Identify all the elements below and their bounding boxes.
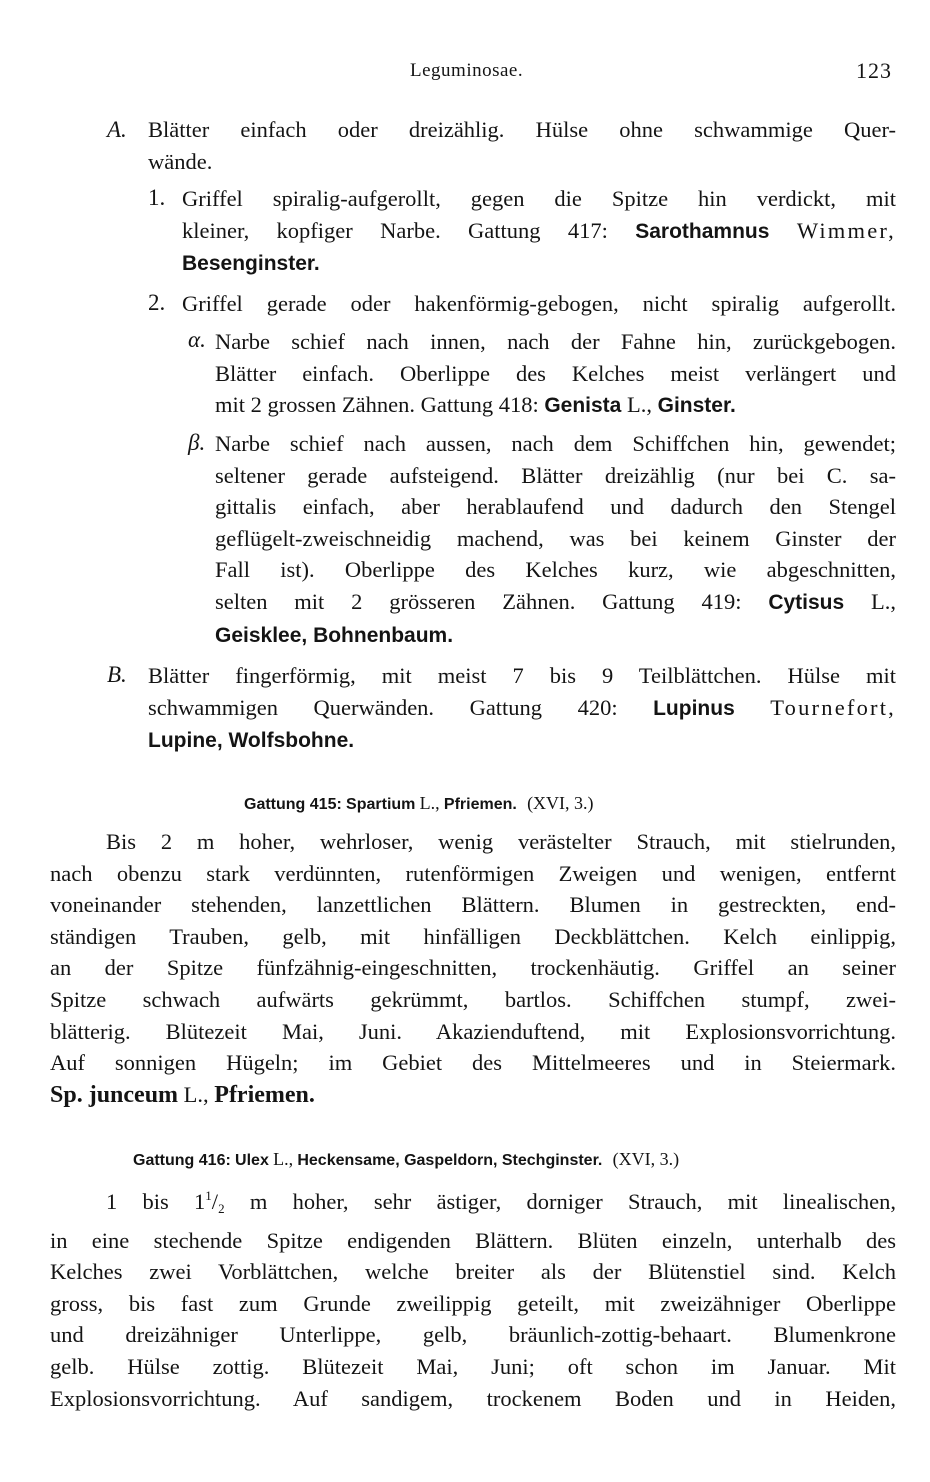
key-marker-b: B. — [107, 662, 127, 687]
heading-author: L., — [419, 793, 440, 813]
key-alpha-text: mit 2 grossen Zähnen. Gattung 418: — [215, 392, 539, 418]
key-alpha-line: Narbe schief nach innen, nach der Fahne hin, zurückgebogen. — [215, 329, 896, 354]
key-marker-1: 1. — [148, 185, 166, 210]
genus-name-lupinus: Lupinus — [653, 696, 735, 720]
key-beta-line: seltener gerade aufsteigend. Blätter dreizählig (nur bei C. sa- — [215, 462, 896, 488]
key-marker-beta: β. — [188, 430, 206, 455]
author-name: L., — [871, 588, 896, 614]
description-line: und dreizähniger Unterlippe, gelb, bräunlich-zottig-behaart. Blumenkrone — [50, 1322, 896, 1348]
description-text: m hoher, sehr ästiger, dorniger Strauch, mit linealischen, — [249, 1189, 896, 1214]
size-text: 1 bis 1 — [106, 1189, 206, 1214]
heading-label: Gattung 416: — [133, 1152, 231, 1169]
key-1-line — [182, 247, 896, 280]
key-1-text: kleiner, kopfiger Narbe. Gattung 417: — [182, 217, 608, 243]
description-line: Explosionsvorrichtung. Auf sandigem, trockenem Boden und in Heiden, — [50, 1385, 896, 1411]
genus-416-heading — [133, 1149, 679, 1170]
key-2-line: Griffel gerade oder hakenförmig-gebogen, nicht spiralig aufgerollt. — [182, 291, 896, 316]
key-entry-a — [148, 114, 896, 177]
author-name: Wimmer, — [796, 217, 897, 243]
author-name: L., — [626, 392, 652, 418]
description-line — [50, 1180, 896, 1225]
key-marker-a: A. — [107, 117, 127, 142]
key-entry-beta — [215, 428, 896, 651]
key-b-line — [148, 692, 896, 725]
description-line: voneinander stehenden, lanzettlichen Blättern. Blumen in gestreckten, end- — [50, 892, 896, 918]
common-name-geisklee: Geisklee, Bohnenbaum. — [215, 623, 454, 647]
species-author: L., — [183, 1081, 209, 1107]
fraction-numerator: 1 — [205, 1188, 212, 1203]
description-line: in eine stechende Spitze endigenden Blättern. Blüten einzeln, unterhalb des — [50, 1227, 896, 1253]
fraction-slash: / — [211, 1189, 219, 1214]
description-line: blätterig. Blütezeit Mai, Juni. Akazienduftend, mit Explosionsvorrichtung. — [50, 1018, 896, 1044]
key-b-line: Blätter fingerförmig, mit meist 7 bis 9 Teilblättchen. Hülse mit — [148, 663, 896, 688]
key-alpha-line — [215, 389, 896, 422]
key-b-line — [148, 724, 896, 757]
key-alpha-line: Blätter einfach. Oberlippe des Kelches meist verlängert und — [215, 360, 896, 386]
fraction-denominator: 2 — [218, 1201, 225, 1216]
key-1-line — [182, 215, 896, 248]
heading-common: Heckensame, Gaspeldorn, Stechginster. — [297, 1152, 603, 1169]
key-b-text: schwammigen Querwänden. Gattung 420: — [148, 694, 618, 720]
page-number: 123 — [856, 58, 892, 83]
heading-author: L., — [273, 1149, 294, 1169]
description-line: nach obenzu stark verdünnten, rutenförmigen Zweigen und wenigen, entfernt — [50, 860, 896, 886]
description-line: gross, bis fast zum Grunde zweilippig geteilt, mit zweizähniger Oberlippe — [50, 1290, 896, 1316]
key-entry-b — [148, 660, 896, 757]
key-beta-line: Fall ist). Oberlippe des Kelches kurz, wie abgeschnitten, — [215, 557, 896, 583]
species-line — [50, 1079, 896, 1112]
heading-genus: Ulex — [235, 1152, 269, 1169]
key-1-line: Griffel spiralig-aufgerollt, gegen die Spitze hin verdickt, mit — [182, 186, 896, 211]
key-marker-2: 2. — [148, 290, 166, 315]
key-entry-alpha — [215, 326, 896, 422]
genus-name-genista: Genista — [544, 394, 622, 418]
heading-ref: (XVI, 3.) — [612, 1149, 680, 1169]
genus-415-heading — [244, 793, 594, 814]
description-line: Auf sonnigen Hügeln; im Gebiet des Mittelmeeres und in Steiermark. — [50, 1050, 896, 1076]
key-beta-line: Narbe schief nach aussen, nach dem Schiffchen hin, gewendet; — [215, 431, 896, 456]
key-a-line: wände. — [148, 148, 213, 174]
author-name: Tournefort, — [770, 694, 896, 720]
common-name-besenginster: Besenginster. — [182, 252, 320, 276]
key-entry-1 — [182, 183, 896, 280]
species-common-name: Pfriemen. — [214, 1081, 315, 1108]
key-beta-line: gittalis einfach, aber herablaufend und dadurch den Stengel — [215, 494, 896, 520]
description-line: Bis 2 m hoher, wehrloser, wenig verästelter Strauch, mit stielrunden, — [106, 829, 896, 854]
key-a-line: Blätter einfach oder dreizählig. Hülse ohne schwammige Quer- — [148, 117, 896, 142]
key-beta-text: selten mit 2 grösseren Zähnen. Gattung 419: — [215, 588, 742, 614]
key-marker-alpha: α. — [188, 327, 206, 352]
species-name: Sp. junceum — [50, 1081, 179, 1108]
key-entry-2 — [182, 288, 896, 320]
description-line: Spitze schwach aufwärts gekrümmt, bartlos. Schiffchen stumpf, zwei- — [50, 986, 896, 1012]
description-line: an der Spitze fünfzähnig-eingeschnitten, trockenhäutig. Griffel an seiner — [50, 955, 896, 981]
genus-name-cytisus: Cytisus — [768, 590, 845, 614]
heading-genus: Spartium — [346, 796, 416, 813]
genus-416-description — [50, 1180, 896, 1414]
common-name-lupine: Lupine, Wolfsbohne. — [148, 729, 355, 753]
heading-common: Pfriemen. — [443, 796, 517, 813]
common-name-ginster: Ginster. — [657, 394, 736, 418]
heading-ref: (XVI, 3.) — [527, 793, 594, 813]
heading-label: Gattung 415: — [244, 796, 342, 813]
genus-name-sarothamnus: Sarothamnus — [635, 219, 770, 243]
description-line: ständigen Trauben, gelb, mit hinfälligen Deckblättchen. Kelch einlippig, — [50, 923, 896, 949]
description-line: gelb. Hülse zottig. Blütezeit Mai, Juni; oft schon im Januar. Mit — [50, 1353, 896, 1379]
genus-415-description — [50, 826, 896, 1111]
running-head: Leguminosae. — [410, 60, 524, 81]
description-line: Kelches zwei Vorblättchen, welche breiter als der Blütenstiel sind. Kelch — [50, 1259, 896, 1285]
key-beta-line — [215, 619, 896, 652]
key-beta-line — [215, 586, 896, 619]
key-beta-line: geflügelt-zweischneidig machend, was bei keinem Ginster der — [215, 525, 896, 551]
